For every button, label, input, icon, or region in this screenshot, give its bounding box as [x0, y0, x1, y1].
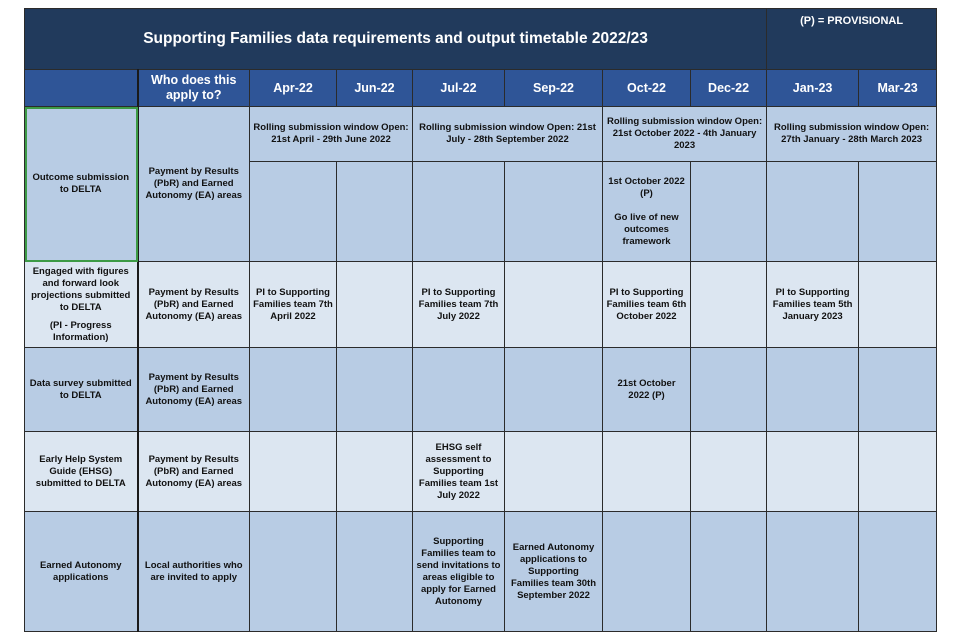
engaged-who[interactable]: Payment by Results (PbR) and Earned Autonomy (EA) areas: [138, 262, 250, 348]
earned-mar-cell[interactable]: [859, 512, 937, 632]
ehsg-jun-cell[interactable]: [337, 432, 413, 512]
survey-apr-cell[interactable]: [250, 348, 337, 432]
earned-row: [25, 512, 937, 632]
outcome-window-row: [25, 107, 937, 162]
timetable-table: [24, 8, 937, 632]
survey-oct-cell[interactable]: 21st October 2022 (P): [603, 348, 691, 432]
engaged-jun-cell[interactable]: [337, 262, 413, 348]
submission-window-1[interactable]: Rolling submission window Open: 21st April - 29th June 2022: [250, 107, 413, 162]
survey-mar-cell[interactable]: [859, 348, 937, 432]
ehsg-oct-cell[interactable]: [603, 432, 691, 512]
survey-who[interactable]: Payment by Results (PbR) and Earned Autonomy (EA) areas: [138, 348, 250, 432]
survey-label[interactable]: Data survey submitted to DELTA: [25, 348, 138, 432]
survey-sep-cell[interactable]: [505, 348, 603, 432]
earned-jul-cell[interactable]: Supporting Families team to send invitations to areas eligible to apply for Earned Autonomy: [413, 512, 505, 632]
header-month-dec-22[interactable]: Dec-22: [691, 70, 767, 107]
engaged-mar-cell[interactable]: [859, 262, 937, 348]
engaged-jul-cell[interactable]: PI to Supporting Families team 7th July 2022: [413, 262, 505, 348]
outcome-dec-cell[interactable]: [691, 162, 767, 262]
title-row: [25, 9, 937, 70]
earned-label[interactable]: Earned Autonomy applications: [25, 512, 138, 632]
engaged-apr-cell[interactable]: PI to Supporting Families team 7th April 2022: [250, 262, 337, 348]
ehsg-who[interactable]: Payment by Results (PbR) and Earned Autonomy (EA) areas: [138, 432, 250, 512]
engaged-dec-cell[interactable]: [691, 262, 767, 348]
ehsg-mar-cell[interactable]: [859, 432, 937, 512]
header-month-oct-22[interactable]: Oct-22: [603, 70, 691, 107]
outcome-oct-cell[interactable]: [603, 162, 691, 262]
engaged-jan-cell[interactable]: PI to Supporting Families team 5th January 2023: [767, 262, 859, 348]
ehsg-jan-cell[interactable]: [767, 432, 859, 512]
earned-oct-cell[interactable]: [603, 512, 691, 632]
engaged-label-note: (PI - Progress Information): [49, 319, 112, 343]
engaged-row: [25, 262, 937, 348]
earned-dec-cell[interactable]: [691, 512, 767, 632]
earned-sep-cell[interactable]: Earned Autonomy applications to Supporting Families team 30th September 2022: [505, 512, 603, 632]
submission-window-3[interactable]: Rolling submission window Open: 21st October 2022 - 4th January 2023: [603, 107, 767, 162]
ehsg-row: [25, 432, 937, 512]
earned-jun-cell[interactable]: [337, 512, 413, 632]
table-title[interactable]: Supporting Families data requirements and output timetable 2022/23: [25, 9, 767, 70]
ehsg-dec-cell[interactable]: [691, 432, 767, 512]
outcome-jan-cell[interactable]: [767, 162, 859, 262]
header-month-jan-23[interactable]: Jan-23: [767, 70, 859, 107]
outcome-who[interactable]: Payment by Results (PbR) and Earned Autonomy (EA) areas: [138, 107, 250, 262]
engaged-label-cell[interactable]: [25, 262, 138, 348]
earned-apr-cell[interactable]: [250, 512, 337, 632]
header-row: [25, 70, 937, 107]
ehsg-jul-cell[interactable]: EHSG self assessment to Supporting Families team 1st July 2022: [413, 432, 505, 512]
outcome-mar-cell[interactable]: [859, 162, 937, 262]
earned-jan-cell[interactable]: [767, 512, 859, 632]
outcome-apr-cell[interactable]: [250, 162, 337, 262]
survey-row: [25, 348, 937, 432]
header-who[interactable]: Who does this apply to?: [138, 70, 250, 107]
submission-window-4[interactable]: Rolling submission window Open: 27th January - 28th March 2023: [767, 107, 937, 162]
engaged-label: Engaged with figures and forward look projections submitted to DELTA: [31, 265, 131, 313]
header-month-jun-22[interactable]: Jun-22: [337, 70, 413, 107]
ehsg-apr-cell[interactable]: [250, 432, 337, 512]
header-month-mar-23[interactable]: Mar-23: [859, 70, 937, 107]
survey-jan-cell[interactable]: [767, 348, 859, 432]
outcome-label[interactable]: Outcome submission to DELTA: [25, 107, 138, 262]
outcome-oct-note: Go live of new outcomes framework: [614, 212, 679, 247]
submission-window-2[interactable]: Rolling submission window Open: 21st July - 28th September 2022: [413, 107, 603, 162]
ehsg-sep-cell[interactable]: [505, 432, 603, 512]
header-month-jul-22[interactable]: Jul-22: [413, 70, 505, 107]
engaged-sep-cell[interactable]: [505, 262, 603, 348]
survey-jun-cell[interactable]: [337, 348, 413, 432]
engaged-oct-cell[interactable]: PI to Supporting Families team 6th October 2022: [603, 262, 691, 348]
survey-dec-cell[interactable]: [691, 348, 767, 432]
outcome-oct-date: 1st October 2022 (P): [608, 176, 685, 199]
outcome-jul-cell[interactable]: [413, 162, 505, 262]
header-month-apr-22[interactable]: Apr-22: [250, 70, 337, 107]
earned-who[interactable]: Local authorities who are invited to apply: [138, 512, 250, 632]
header-month-sep-22[interactable]: Sep-22: [505, 70, 603, 107]
provisional-note[interactable]: (P) = PROVISIONAL: [767, 9, 937, 70]
outcome-jun-cell[interactable]: [337, 162, 413, 262]
header-activity[interactable]: [25, 70, 138, 107]
ehsg-label[interactable]: Early Help System Guide (EHSG) submitted to DELTA: [25, 432, 138, 512]
outcome-sep-cell[interactable]: [505, 162, 603, 262]
survey-jul-cell[interactable]: [413, 348, 505, 432]
